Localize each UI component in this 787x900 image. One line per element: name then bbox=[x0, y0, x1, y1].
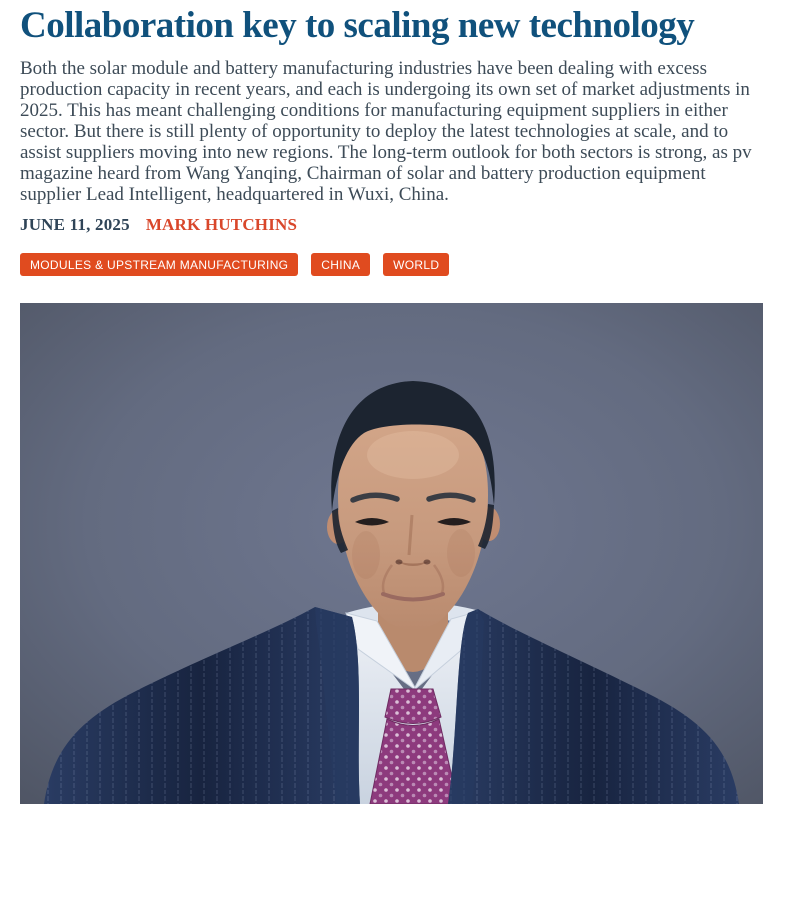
tag-world[interactable]: WORLD bbox=[383, 253, 449, 276]
article-title: Collaboration key to scaling new technology bbox=[20, 5, 695, 46]
author-link[interactable]: MARK HUTCHINS bbox=[145, 215, 298, 234]
article-image bbox=[20, 303, 763, 804]
portrait-photo bbox=[20, 303, 763, 804]
tag-china[interactable]: CHINA bbox=[311, 253, 370, 276]
article-meta bbox=[20, 215, 763, 235]
tag-list bbox=[20, 253, 763, 276]
tag-modules-upstream-manufacturing[interactable]: MODULES & UPSTREAM MANUFACTURING bbox=[20, 253, 298, 276]
publish-date: JUNE 11, 2025 bbox=[20, 215, 130, 234]
article-lead: Both the solar module and battery manufacturing industries have been dealing with excess production capacity in recent years, and each is undergoing its own set of market adjustments in 2025. This has meant challenging conditions for manufacturing equipment suppliers in either sector. But there is still plenty of opportunity to deploy the latest technologies at scale, and to assist suppliers moving into new regions. The long-term outlook for both sectors is strong, as pv magazine heard from Wang Yanqing, Chairman of solar and battery production equipment supplier Lead Intelligent, headquartered in Wuxi, China. bbox=[20, 58, 752, 205]
